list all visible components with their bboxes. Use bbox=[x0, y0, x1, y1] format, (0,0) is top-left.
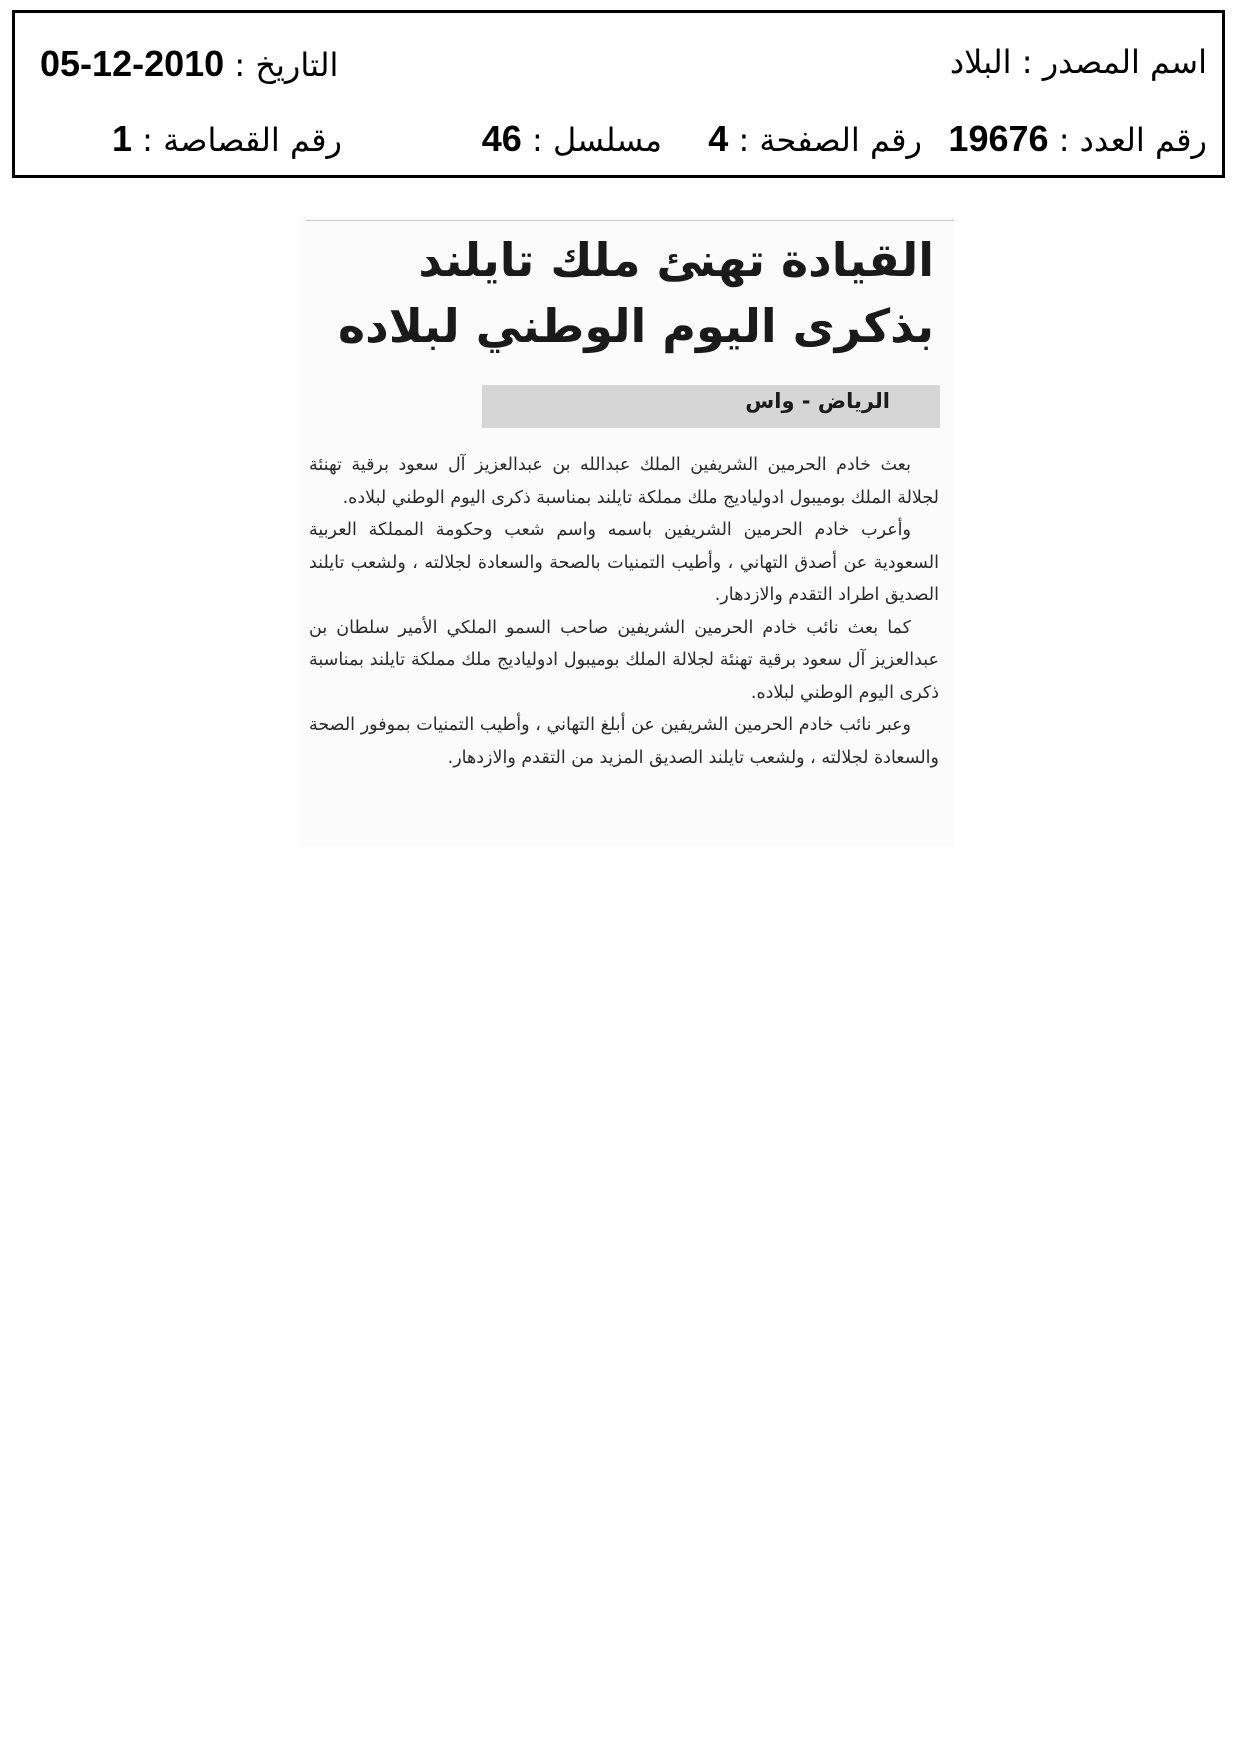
article-dateline: الرياض - واس bbox=[745, 389, 890, 413]
headline-line-2: بذكرى اليوم الوطني لبلاده bbox=[337, 299, 934, 353]
issue-value: 19676 bbox=[948, 118, 1049, 159]
clip-number-value: 1 bbox=[111, 118, 132, 159]
newspaper-clipping bbox=[300, 217, 954, 847]
serial-field bbox=[482, 118, 662, 160]
headline-line-1: القيادة تهنئ ملك تايلند bbox=[418, 233, 934, 287]
page-field bbox=[708, 118, 922, 160]
date-value: 2010-12-05 bbox=[40, 43, 225, 84]
article-paragraph: كما بعث نائب خادم الحرمين الشريفين صاحب السمو الملكي الأمير سلطان بن عبدالعزيز آل سعود برقية تهنئة لجلالة الملك بوميبول ادولياديج ملك مملكة تايلند بمناسبة ذكرى اليوم الوطني لبلاده. bbox=[309, 617, 939, 703]
serial-value: 46 bbox=[481, 118, 522, 159]
info-row-1 bbox=[15, 43, 1222, 103]
clipping-info-box bbox=[12, 10, 1225, 178]
article-body bbox=[309, 449, 939, 774]
date-field bbox=[40, 43, 338, 85]
issue-field bbox=[948, 118, 1207, 160]
article-paragraph: وعبر نائب خادم الحرمين الشريفين عن أبلغ التهاني ، وأطيب التمنيات بموفور الصحة والسعادة لجلالته ، ولشعب تايلند الصديق المزيد من التقدم والازدهار. bbox=[309, 715, 939, 768]
page-value: 4 bbox=[708, 118, 729, 159]
clip-number-label: رقم القصاصة : bbox=[132, 121, 342, 159]
source-field: اسم المصدر : البلاد bbox=[949, 43, 1207, 81]
dateline-bar bbox=[482, 385, 940, 428]
article-paragraph: بعث خادم الحرمين الشريفين الملك عبدالله بن عبدالعزيز آل سعود برقية تهنئة لجلالة الملك بوميبول ادولياديج ملك مملكة تايلند بمناسبة ذكرى اليوم الوطني لبلاده. bbox=[309, 455, 939, 508]
clipping-top-rule bbox=[306, 220, 954, 221]
issue-label: رقم العدد : bbox=[1048, 121, 1207, 159]
article-headline bbox=[334, 227, 934, 359]
article-paragraph: وأعرب خادم الحرمين الشريفين باسمه واسم شعب وحكومة المملكة العربية السعودية عن أصدق التهاني ، وأطيب التمنيات بالصحة والسعادة لجلالته ، ولشعب تايلند الصديق اطراد التقدم والازدهار. bbox=[309, 520, 939, 605]
serial-label: مسلسل : bbox=[521, 121, 662, 159]
page-label: رقم الصفحة : bbox=[728, 121, 922, 159]
date-label: التاريخ : bbox=[224, 46, 339, 84]
info-row-2 bbox=[15, 118, 1222, 178]
clip-number-field bbox=[112, 118, 342, 160]
